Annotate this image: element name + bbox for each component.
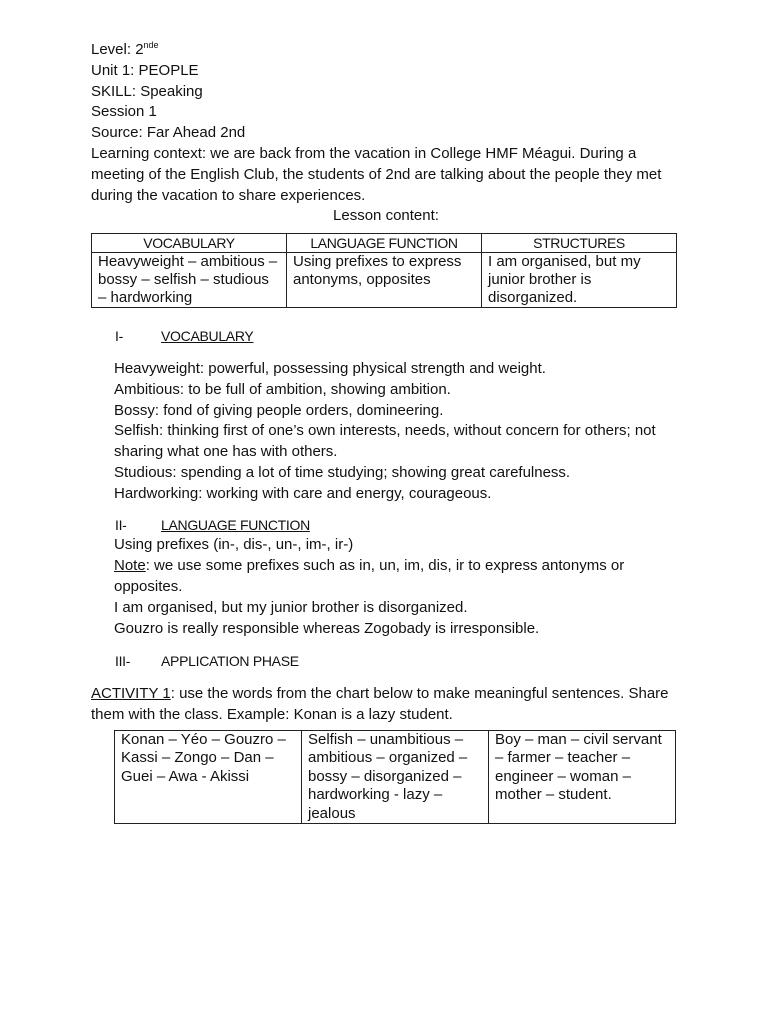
learning-context-label: Learning context <box>91 144 202 162</box>
definition-text: : to be full of ambition, showing ambition. <box>179 380 451 398</box>
activity-table-row <box>115 730 676 824</box>
section-language-function-heading <box>115 515 681 536</box>
note-paragraph <box>114 556 681 598</box>
definition-text: : powerful, possessing physical strength and weight. <box>199 359 546 377</box>
level-superscript: nde <box>143 40 159 50</box>
definition-text: : working with care and energy, courageous. <box>198 484 492 502</box>
example-sentence: Gouzro is really responsible whereas Zogobady is irresponsible. <box>114 619 540 637</box>
activity-cell-people: Boy – man – civil servant – farmer – teacher – engineer – woman – mother – student. <box>489 730 676 824</box>
learning-context <box>91 144 681 206</box>
section-number: I- <box>115 328 123 345</box>
definition-term: Hardworking <box>114 484 199 502</box>
activity-label: ACTIVITY 1 <box>91 685 171 703</box>
activity-cell-adjectives: Selfish – unambitious – ambitious – organized – bossy – disorganized – hardworking - lazy – jealous <box>302 730 489 824</box>
activity-text: : use the words from the chart below to make meaningful sentences. Share them with the class. Example: Konan is a lazy student. <box>91 685 669 723</box>
lesson-table-header-row <box>92 234 677 253</box>
lesson-table-row <box>92 253 677 308</box>
definition-term: Ambitious <box>114 380 180 398</box>
section-title: VOCABULARY <box>161 328 254 345</box>
definition-text: : spending a lot of time studying; showing great carefulness. <box>172 463 571 481</box>
unit-line: Unit 1: PEOPLE <box>91 61 199 79</box>
section-number: III- <box>115 653 131 670</box>
section-vocabulary-heading <box>115 326 681 347</box>
example-sentence: I am organised, but my junior brother is disorganized. <box>114 598 468 616</box>
lesson-table-header: STRUCTURES <box>482 234 677 253</box>
definition-term: Selfish <box>114 422 160 440</box>
prefixes-line: Using prefixes (in-, dis-, un-, im-, ir-) <box>114 536 354 554</box>
lesson-table-header: VOCABULARY <box>92 234 287 253</box>
lesson-table-cell-structures: I am organised, but my junior brother is disorganized. <box>482 253 677 308</box>
vocabulary-definitions <box>114 359 681 505</box>
level-label: Level: 2 <box>91 41 144 58</box>
note-text: : we use some prefixes such as in, un, im, dis, ir to express antonyms or opposites. <box>114 557 625 595</box>
document-page <box>91 40 681 824</box>
skill-line: SKILL: Speaking <box>91 82 203 100</box>
lesson-table-cell-vocabulary: Heavyweight – ambitious – bossy – selfish – studious – hardworking <box>92 253 287 308</box>
activity-cell-names: Konan – Yéo – Gouzro – Kassi – Zongo – Dan – Guei – Awa - Akissi <box>115 730 302 824</box>
activity-table <box>114 730 676 825</box>
learning-context-text: : we are back from the vacation in College HMF Méagui. During a meeting of the English Club, the students of 2nd are talking about the people they met during the vacation to share experiences. <box>91 144 662 204</box>
source-line: Source: Far Ahead 2nd <box>91 124 246 142</box>
definition-term: Studious <box>114 463 173 481</box>
definition-text: : thinking first of one’s own interests, needs, without concern for others; not sharing what one has with others. <box>114 422 656 461</box>
lesson-table-cell-language-function: Using prefixes to express antonyms, opposites <box>287 253 482 308</box>
language-function-body <box>114 535 681 639</box>
definition-term: Bossy <box>114 401 155 419</box>
definition-item <box>114 359 681 380</box>
section-title: LANGUAGE FUNCTION <box>161 516 310 533</box>
definition-item <box>114 380 681 401</box>
section-number: II- <box>115 516 127 533</box>
lesson-table-header: LANGUAGE FUNCTION <box>287 234 482 253</box>
definition-item <box>114 401 681 422</box>
activity-instructions <box>91 684 681 726</box>
lesson-content-table <box>91 233 677 308</box>
definition-item <box>114 421 681 463</box>
section-title: APPLICATION PHASE <box>161 653 299 670</box>
section-application-heading <box>115 651 681 672</box>
lesson-content-heading: Lesson content: <box>333 207 439 225</box>
level-line <box>91 40 681 61</box>
definition-term: Heavyweight <box>114 359 200 377</box>
definition-item <box>114 463 681 484</box>
session-line: Session 1 <box>91 103 157 121</box>
definition-text: : fond of giving people orders, domineering. <box>154 401 444 419</box>
definition-item <box>114 484 681 505</box>
note-label: Note <box>114 557 146 575</box>
